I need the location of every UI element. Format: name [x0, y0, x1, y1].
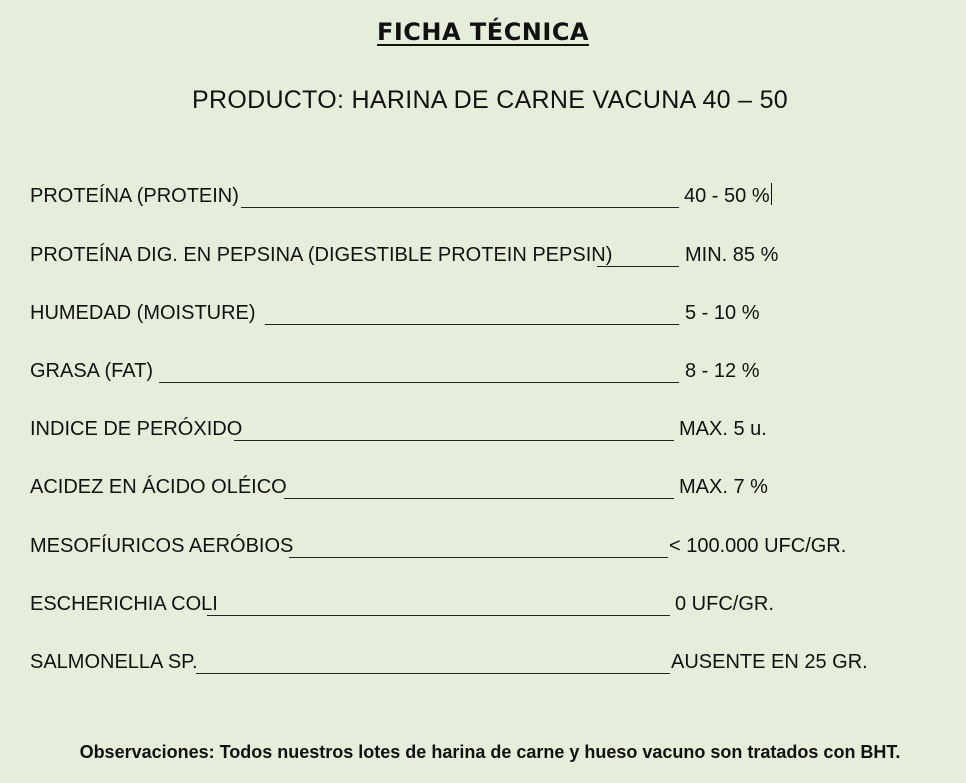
- leader-line: [284, 498, 674, 499]
- document-title: FICHA TÉCNICA: [376, 18, 590, 46]
- leader-line: [234, 440, 674, 441]
- leader-line: [597, 266, 679, 267]
- product-name: PRODUCTO: HARINA DE CARNE VACUNA 40 – 50: [192, 86, 788, 114]
- spec-value: 5 - 10 %: [685, 302, 760, 324]
- observations-note: Observaciones: Todos nuestros lotes de harina de carne y hueso vacuno son tratados con BHT.: [79, 742, 901, 762]
- spec-label: INDICE DE PERÓXIDO: [30, 418, 243, 440]
- spec-value: MAX. 5 u.: [679, 418, 767, 440]
- spec-label: ESCHERICHIA COLI: [30, 593, 218, 615]
- spec-value: 8 - 12 %: [685, 360, 760, 382]
- spec-label: PROTEÍNA (PROTEIN): [30, 185, 239, 207]
- leader-line: [289, 557, 668, 558]
- leader-line: [196, 673, 670, 674]
- spec-value: AUSENTE EN 25 GR.: [671, 651, 868, 673]
- spec-value: 40 - 50 %: [684, 185, 770, 207]
- spec-label: PROTEÍNA DIG. EN PEPSINA (DIGESTIBLE PROTEIN PEPSIN): [30, 244, 613, 266]
- leader-line: [241, 207, 679, 208]
- spec-label: HUMEDAD (MOISTURE): [30, 302, 256, 324]
- text-cursor: [771, 183, 772, 205]
- spec-value: < 100.000 UFC/GR.: [669, 535, 847, 557]
- spec-value: MIN. 85 %: [685, 244, 779, 266]
- spec-value: MAX. 7 %: [679, 476, 768, 498]
- spec-label: GRASA (FAT): [30, 360, 153, 382]
- spec-value: 0 UFC/GR.: [675, 593, 774, 615]
- leader-line: [159, 382, 679, 383]
- spec-label: MESOFÍURICOS AERÓBIOS: [30, 535, 294, 557]
- leader-line: [265, 324, 679, 325]
- spec-label: SALMONELLA SP.: [30, 651, 198, 673]
- leader-line: [207, 615, 670, 616]
- spec-label: ACIDEZ EN ÁCIDO OLÉICO: [30, 476, 287, 498]
